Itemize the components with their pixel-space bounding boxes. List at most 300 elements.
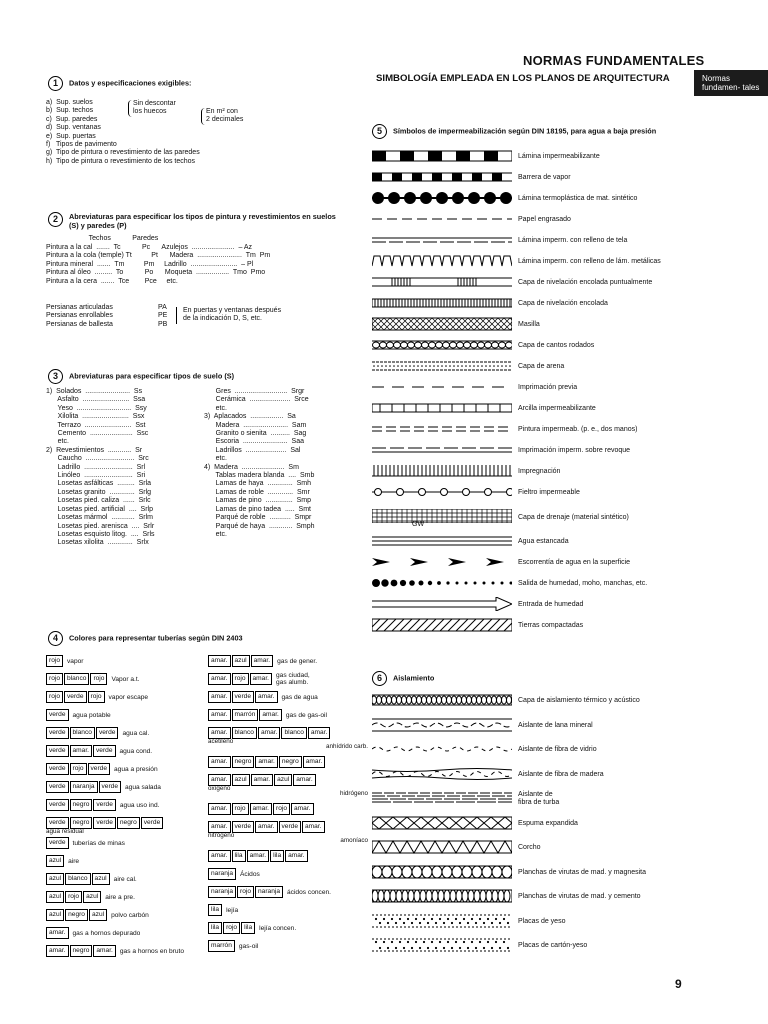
color-band: verde xyxy=(46,837,69,849)
insulation-pattern-icon xyxy=(372,816,518,832)
section-3-heading xyxy=(48,369,234,384)
symbol-row xyxy=(372,419,661,440)
pipe-label: agua uso ind. xyxy=(119,801,160,809)
pipe-color-row xyxy=(208,753,368,771)
color-band: lila xyxy=(208,904,222,916)
color-band: amar. xyxy=(250,803,273,815)
color-band: amar. xyxy=(255,821,278,833)
section-title: Aislamiento xyxy=(393,673,435,683)
page-title: NORMAS FUNDAMENTALES xyxy=(523,53,705,68)
pipe-label: vapor escape xyxy=(108,693,149,701)
symbol-row xyxy=(372,812,646,837)
color-band: verde xyxy=(46,799,69,811)
pipe-label: hidrógeno xyxy=(339,790,368,797)
symbol-row xyxy=(372,335,661,356)
pipe-color-row xyxy=(46,796,206,814)
pipe-label: ácidos concen. xyxy=(287,888,331,896)
pipe-label: nitrógeno xyxy=(208,832,235,839)
color-band: amar. xyxy=(303,756,326,768)
pipe-label: gas a hornos depurado xyxy=(72,929,141,937)
insulation-pattern-icon xyxy=(372,718,518,734)
color-band: lila xyxy=(270,850,284,862)
pipe-label: lejía xyxy=(226,906,239,914)
pipe-color-row xyxy=(46,906,206,924)
symbol-label: Capa de nivelación encolada xyxy=(518,300,608,307)
color-band: amar. xyxy=(208,709,231,721)
hatch-pattern-icon xyxy=(372,422,518,438)
pipe-label: Ácidos xyxy=(240,870,260,878)
pipe-label: aire xyxy=(68,857,80,865)
pipe-color-row xyxy=(208,883,368,901)
color-band: negro xyxy=(70,799,93,811)
page-number: 9 xyxy=(675,977,682,991)
symbol-row xyxy=(372,615,661,636)
symbol-label: Espuma expandida xyxy=(518,819,578,827)
symbol-label: Aislante de fibra de vidrio xyxy=(518,746,597,754)
hatch-pattern-icon xyxy=(372,275,518,291)
pipe-label: agua residual xyxy=(46,828,84,835)
color-band: azul xyxy=(232,774,250,786)
color-band: amar. xyxy=(285,850,308,862)
symbol-label: Papel engrasado xyxy=(518,216,571,223)
color-band: azul xyxy=(92,873,110,885)
color-band: lila xyxy=(241,922,255,934)
symbol-row xyxy=(372,398,661,419)
color-band: amar. xyxy=(70,745,93,757)
pipe-color-row xyxy=(208,901,368,919)
pipe-label: Vapor a.t. xyxy=(111,675,140,683)
color-band: blanco xyxy=(281,727,306,739)
brace-note-2: En m² con 2 decimales xyxy=(201,108,243,125)
insulation-pattern-icon xyxy=(372,693,518,709)
symbol-row xyxy=(372,861,646,886)
pipe-color-row xyxy=(46,652,206,670)
color-band: negro xyxy=(232,756,255,768)
color-band: negro xyxy=(279,756,302,768)
pipe-label: gas de gas-oil xyxy=(285,711,327,719)
blinds-list: Persianas articuladas Persianas enrollables Persianas de ballesta xyxy=(46,304,113,328)
color-band: verde xyxy=(232,821,255,833)
section-title: Datos y especificaciones exigibles: xyxy=(69,78,192,88)
color-band: rojo xyxy=(46,691,63,703)
symbol-row xyxy=(372,738,646,763)
color-band: amar. xyxy=(251,655,274,667)
section-number: 2 xyxy=(48,212,63,227)
pipe-color-row xyxy=(208,706,368,724)
color-band: verde xyxy=(93,745,116,757)
color-band: negro xyxy=(117,817,140,829)
section-tab[interactable]: Normas fundamen- tales xyxy=(694,70,768,96)
pipe-label: agua potable xyxy=(72,711,111,719)
pipe-color-row xyxy=(46,888,206,906)
pipe-color-row xyxy=(46,942,206,960)
symbol-row xyxy=(372,552,661,573)
color-band: verde xyxy=(96,727,119,739)
symbol-label: Aislante de lana mineral xyxy=(518,721,593,729)
color-band: amar. xyxy=(208,774,231,786)
symbol-label: Arcilla impermeabilizante xyxy=(518,405,596,412)
insulation-pattern-icon xyxy=(372,938,518,954)
section-2-heading xyxy=(48,212,336,230)
spec-item: d) Sup. ventanas xyxy=(46,124,101,132)
symbol-label: Planchas de virutas de mad. y magnesita xyxy=(518,868,647,876)
paint-table: Pintura a la cal ....... Tc Pc Azulejos ...................... – Az Pintura a la cola (temple) Tt Pt Madera ....................... Tm Pm Pintura mineral ....... Tm Pm Ladrillo ........................ – Pl Pintura al óleo ......... To Po Moqueta ................. Tmo Pmo Pintura a la cera ....... Tce Pce etc. xyxy=(46,244,271,285)
color-band: naranja xyxy=(208,886,236,898)
pipe-label: gas ciudad, gas alumb. xyxy=(276,672,310,686)
color-band: amar. xyxy=(255,756,278,768)
floor-types-col2: Gres ........................... Srgr Cerámica ..................... Srce etc. 3) Aplacados ................. Sa Madera ....................... Sam Granito o sienita .......... Sag Escoria ....................... Saa Ladrillos ..................... Sal etc. 4) Madera ...................... Sm Tablas madera blanda .... Smb Lamas de haya ............. Smh Lamas de roble ............. Smr Lamas de pino .............. Smp Lamas de pino tadea ..... Smt Parqué de roble ........... Smpr Parqué de haya ............ Smph etc. xyxy=(204,388,315,538)
symbol-row xyxy=(372,836,646,861)
hatch-pattern-icon xyxy=(372,443,518,459)
color-band: verde xyxy=(279,821,302,833)
color-band: lila xyxy=(208,922,222,934)
pipe-label: gas a hornos en bruto xyxy=(119,947,185,955)
symbol-label: Placas de cartón-yeso xyxy=(518,942,588,950)
symbol-row xyxy=(372,594,661,615)
brace-note-1: Sin descontar los huecos xyxy=(128,100,176,117)
symbol-row xyxy=(372,885,646,910)
symbol-row xyxy=(372,440,661,461)
pipe-color-row xyxy=(46,852,206,870)
color-band: amar. xyxy=(46,945,69,957)
color-band: blanco xyxy=(64,673,89,685)
color-band: amar. xyxy=(93,945,116,957)
symbol-row xyxy=(372,188,661,209)
color-band: verde xyxy=(46,709,69,721)
symbol-label: Impregnación xyxy=(518,468,561,475)
section-number: 4 xyxy=(48,631,63,646)
color-band: rojo xyxy=(232,673,249,685)
symbol-label: Masilla xyxy=(518,321,540,328)
symbol-label: Imprimación previa xyxy=(518,384,578,391)
color-band: amar. xyxy=(208,821,231,833)
color-band: marrón xyxy=(232,709,259,721)
hatch-pattern-icon xyxy=(372,149,518,165)
pipe-color-row xyxy=(46,742,206,760)
spec-item: b) Sup. techos xyxy=(46,107,94,115)
pipe-color-row xyxy=(46,778,206,796)
color-band: azul xyxy=(89,909,107,921)
pipe-label: aire a pre. xyxy=(105,893,135,901)
color-band: azul xyxy=(46,909,64,921)
pipe-color-row xyxy=(46,724,206,742)
symbol-label: Lámina imperm. con relleno de tela xyxy=(518,237,628,244)
pipe-label: acetileno xyxy=(208,738,234,745)
symbol-row xyxy=(372,714,646,739)
color-band: amar. xyxy=(293,774,316,786)
color-band: blanco xyxy=(70,727,95,739)
hatch-pattern-icon xyxy=(372,233,518,249)
symbol-label: Fieltro impermeable xyxy=(518,489,580,496)
pipe-color-row xyxy=(208,847,368,865)
symbol-row xyxy=(372,314,661,335)
pipe-label: gas-oil xyxy=(238,942,259,950)
pipe-color-row xyxy=(208,688,368,706)
hatch-pattern-icon xyxy=(372,359,518,375)
hatch-pattern-icon xyxy=(372,191,518,207)
insulation-symbols xyxy=(372,689,646,959)
color-band: naranja xyxy=(255,886,283,898)
floor-types-col1: 1) Solados ....................... Ss Asfalto ........................ Ssa Yeso ............................ Ssy Xilolita ........................ Ssx Terrazo ........................ Sst Cemento ...................... Ssc etc. 2) Revestimientos ............ Sr Caucho ......................... Src Ladrillo ......................... Srl Linóleo ......................... Sri Losetas asfálticas ......... Srla Losetas granito ............. Srlg Losetas pied. caliza ...... Srlc Losetas pied. artificial .... Srlp Losetas mármol ............ Srlm Losetas pied. arenisca .... Srlr Losetas esquisto litog. .... Srls Losetas xilolita ............. Srlx xyxy=(46,388,155,547)
color-band: amar. xyxy=(250,673,273,685)
color-band: rojo xyxy=(46,655,63,667)
color-band: verde xyxy=(46,745,69,757)
symbol-row xyxy=(372,482,661,503)
color-band: verde xyxy=(99,781,122,793)
color-band: naranja xyxy=(70,781,98,793)
section-title: Símbolos de impermeabilización según DIN 18195, para agua a baja presión xyxy=(393,126,657,136)
symbol-label: Corcho xyxy=(518,844,541,852)
section-number: 1 xyxy=(48,76,63,91)
color-band: verde xyxy=(64,691,87,703)
insulation-pattern-icon xyxy=(372,840,518,856)
symbol-row xyxy=(372,209,661,230)
pipe-label: vapor xyxy=(67,657,84,665)
section-1-heading xyxy=(48,76,191,91)
color-band: amar. xyxy=(208,655,231,667)
symbol-row xyxy=(372,272,661,293)
color-band: verde xyxy=(141,817,164,829)
color-band: amar. xyxy=(208,756,231,768)
color-band: rojo xyxy=(223,922,240,934)
pipe-label: tuberías de minas xyxy=(72,839,125,847)
symbol-label: Tierras compactadas xyxy=(518,622,584,629)
symbol-row xyxy=(372,230,661,251)
symbol-label: Aislante de fibra de turba xyxy=(518,791,560,807)
color-band: verde xyxy=(232,691,255,703)
color-band: azul xyxy=(46,855,64,867)
symbol-label: Salida de humedad, moho, manchas, etc. xyxy=(518,580,648,587)
color-band: amar. xyxy=(247,850,270,862)
color-band: amar. xyxy=(208,727,231,739)
symbol-row xyxy=(372,167,661,188)
page-subtitle: SIMBOLOGÍA EMPLEADA EN LOS PLANOS DE ARQUITECTURA xyxy=(376,73,670,84)
blinds-codes: PA PE PB xyxy=(158,304,168,328)
symbol-row xyxy=(372,573,661,594)
symbol-row xyxy=(372,689,646,714)
color-band: rojo xyxy=(232,803,249,815)
pipe-label: anhídrido carb. xyxy=(325,743,368,750)
spec-item: h) Tipo de pintura o revestimiento de los techos xyxy=(46,157,196,165)
color-band: lila xyxy=(232,850,246,862)
symbol-label: Imprimación imperm. sobre revoque xyxy=(518,447,631,454)
pipe-label: agua salada xyxy=(125,783,161,791)
color-band: rojo xyxy=(237,886,254,898)
symbol-row xyxy=(372,910,646,935)
pipe-label: agua cal. xyxy=(122,729,150,737)
color-band: amar. xyxy=(255,691,278,703)
symbol-label: Lámina termoplástica de mat. sintético xyxy=(518,195,638,202)
color-band: rojo xyxy=(88,691,105,703)
symbol-row xyxy=(372,146,661,167)
pipe-label: gas de agua xyxy=(281,693,318,701)
symbol-label: Entrada de humedad xyxy=(518,601,584,608)
drain-label: GW xyxy=(412,521,425,528)
color-band: azul xyxy=(232,655,250,667)
symbol-row xyxy=(372,531,661,552)
section-title: Abreviaturas para especificar tipos de suelo (S) xyxy=(69,371,235,381)
symbol-label: Placas de yeso xyxy=(518,917,566,925)
color-band: amar. xyxy=(208,673,231,685)
color-band: rojo xyxy=(70,763,87,775)
pipe-color-row xyxy=(46,834,206,852)
color-band: verde xyxy=(46,727,69,739)
color-band: amar. xyxy=(302,821,325,833)
pipe-color-row xyxy=(208,652,368,670)
pipe-color-row xyxy=(208,919,368,937)
color-band: negro xyxy=(70,817,93,829)
symbol-label: Agua estancada xyxy=(518,538,569,545)
pipe-label: oxígeno xyxy=(208,785,231,792)
color-band: verde xyxy=(46,781,69,793)
pipe-color-row xyxy=(208,800,368,818)
symbol-label: Barrera de vapor xyxy=(518,174,571,181)
color-band: amar. xyxy=(259,709,282,721)
section-6-heading xyxy=(372,671,434,686)
hatch-pattern-icon xyxy=(372,296,518,312)
symbol-row xyxy=(372,293,661,314)
paint-table-head: Techos Paredes xyxy=(46,235,159,242)
color-band: negro xyxy=(70,945,93,957)
color-band: amar. xyxy=(251,774,274,786)
pipe-color-row xyxy=(46,760,206,778)
blinds-note: En puertas y ventanas después de la indicación D, S, etc. xyxy=(176,307,281,324)
color-band: amar. xyxy=(208,803,231,815)
spec-item: g) Tipo de pintura o revestimiento de las paredes xyxy=(46,149,200,157)
insulation-pattern-icon xyxy=(372,889,518,905)
color-band: verde xyxy=(88,763,111,775)
insulation-pattern-icon xyxy=(372,914,518,930)
pipe-label: agua a presión xyxy=(114,765,158,773)
hatch-pattern-icon xyxy=(372,338,518,354)
pipe-label: agua cond. xyxy=(119,747,153,755)
spec-item: a) Sup. suelos xyxy=(46,99,93,106)
symbol-label: Escorrentía de agua en la superficie xyxy=(518,559,631,566)
color-band: rojo xyxy=(273,803,290,815)
color-band: azul xyxy=(46,891,64,903)
symbol-label: Capa de nivelación encolada puntualmente xyxy=(518,279,653,286)
pipe-label: aire cal. xyxy=(113,875,137,883)
symbol-row xyxy=(372,251,661,272)
hatch-pattern-icon xyxy=(372,170,518,186)
symbol-label: Capa de cantos rodados xyxy=(518,342,595,349)
section-1-list xyxy=(46,99,200,166)
symbol-label: Pintura impermeab. (p. e., dos manos) xyxy=(518,426,638,433)
insulation-pattern-icon xyxy=(372,767,518,783)
symbol-row xyxy=(372,934,646,959)
pipe-label: amoníaco xyxy=(340,837,368,844)
symbol-label: Capa de drenaje (material sintético) xyxy=(518,513,629,521)
symbol-label: Aislante de fibra de madera xyxy=(518,770,604,778)
pipe-color-row xyxy=(46,924,206,942)
color-band: naranja xyxy=(208,868,236,880)
section-title: Abreviaturas para especificar los tipos de pintura y revestimientos en suelos (S) y paredes (P) xyxy=(69,212,336,230)
hatch-pattern-icon xyxy=(372,380,518,396)
section-number: 6 xyxy=(372,671,387,686)
symbol-label: Lámina imperm. con relleno de lám. metálicas xyxy=(518,258,661,265)
pipe-color-row xyxy=(208,670,368,688)
color-band: amar. xyxy=(208,691,231,703)
color-band: azul xyxy=(274,774,292,786)
pipe-color-row xyxy=(46,688,206,706)
pipe-label: lejía concen. xyxy=(259,924,297,932)
symbol-label: Capa de aislamiento térmico y acústico xyxy=(518,697,640,705)
spec-item: c) Sup. paredes xyxy=(46,115,98,123)
symbol-label: Capa de arena xyxy=(518,363,565,370)
pipe-color-row xyxy=(208,865,368,883)
color-band: negro xyxy=(65,909,88,921)
insulation-pattern-icon xyxy=(372,742,518,758)
hatch-pattern-icon xyxy=(372,401,518,417)
symbol-row xyxy=(372,377,661,398)
color-band: amar. xyxy=(291,803,314,815)
section-number: 5 xyxy=(372,124,387,139)
hatch-pattern-icon xyxy=(372,576,518,592)
hatch-pattern-icon xyxy=(372,618,518,634)
pipe-color-row xyxy=(46,706,206,724)
symbol-label: Planchas de virutas de mad. y cemento xyxy=(518,893,641,901)
section-number: 3 xyxy=(48,369,63,384)
insulation-pattern-icon xyxy=(372,791,518,807)
color-band: verde xyxy=(93,817,116,829)
spec-item: e) Sup. puertas xyxy=(46,132,96,140)
color-band: blanco xyxy=(232,727,257,739)
hatch-pattern-icon xyxy=(372,485,518,501)
color-band: rojo xyxy=(65,891,82,903)
hatch-pattern-icon xyxy=(372,212,518,228)
symbol-row xyxy=(372,763,646,788)
color-band: azul xyxy=(46,873,64,885)
pipe-color-row xyxy=(46,870,206,888)
pipe-color-row xyxy=(46,670,206,688)
color-band: verde xyxy=(93,799,116,811)
color-band: blanco xyxy=(65,873,90,885)
symbol-row xyxy=(372,787,646,812)
hatch-pattern-icon xyxy=(372,555,518,571)
hatch-pattern-icon xyxy=(372,534,518,550)
hatch-pattern-icon xyxy=(372,597,518,613)
hatch-pattern-icon xyxy=(372,254,518,270)
section-4-heading xyxy=(48,631,243,646)
color-band: verde xyxy=(46,763,69,775)
hatch-pattern-icon xyxy=(372,464,518,480)
color-band: amar. xyxy=(208,850,231,862)
section-5-heading xyxy=(372,124,656,139)
pipe-label: gas de gener. xyxy=(277,657,318,665)
pipe-colors-left xyxy=(46,652,206,960)
color-band: amar. xyxy=(308,727,331,739)
hatch-pattern-icon xyxy=(372,317,518,333)
color-band: azul xyxy=(83,891,101,903)
symbol-label: Lámina impermeabilizante xyxy=(518,153,600,160)
spec-item: f) Tipos de pavimento xyxy=(46,141,117,149)
symbol-row xyxy=(372,461,661,482)
color-band: amar. xyxy=(258,727,281,739)
pipe-colors-right xyxy=(208,652,368,955)
waterproofing-symbols xyxy=(372,146,661,636)
color-band: amar. xyxy=(46,927,69,939)
section-title: Colores para representar tuberías según DIN 2403 xyxy=(69,633,243,643)
color-band: marrón xyxy=(208,940,235,952)
symbol-row xyxy=(372,356,661,377)
insulation-pattern-icon xyxy=(372,865,518,881)
color-band: rojo xyxy=(90,673,107,685)
hatch-pattern-icon xyxy=(372,509,518,525)
pipe-color-row xyxy=(208,937,368,955)
color-band: verde xyxy=(46,817,69,829)
color-band: rojo xyxy=(46,673,63,685)
pipe-label: polvo carbón xyxy=(111,911,149,919)
